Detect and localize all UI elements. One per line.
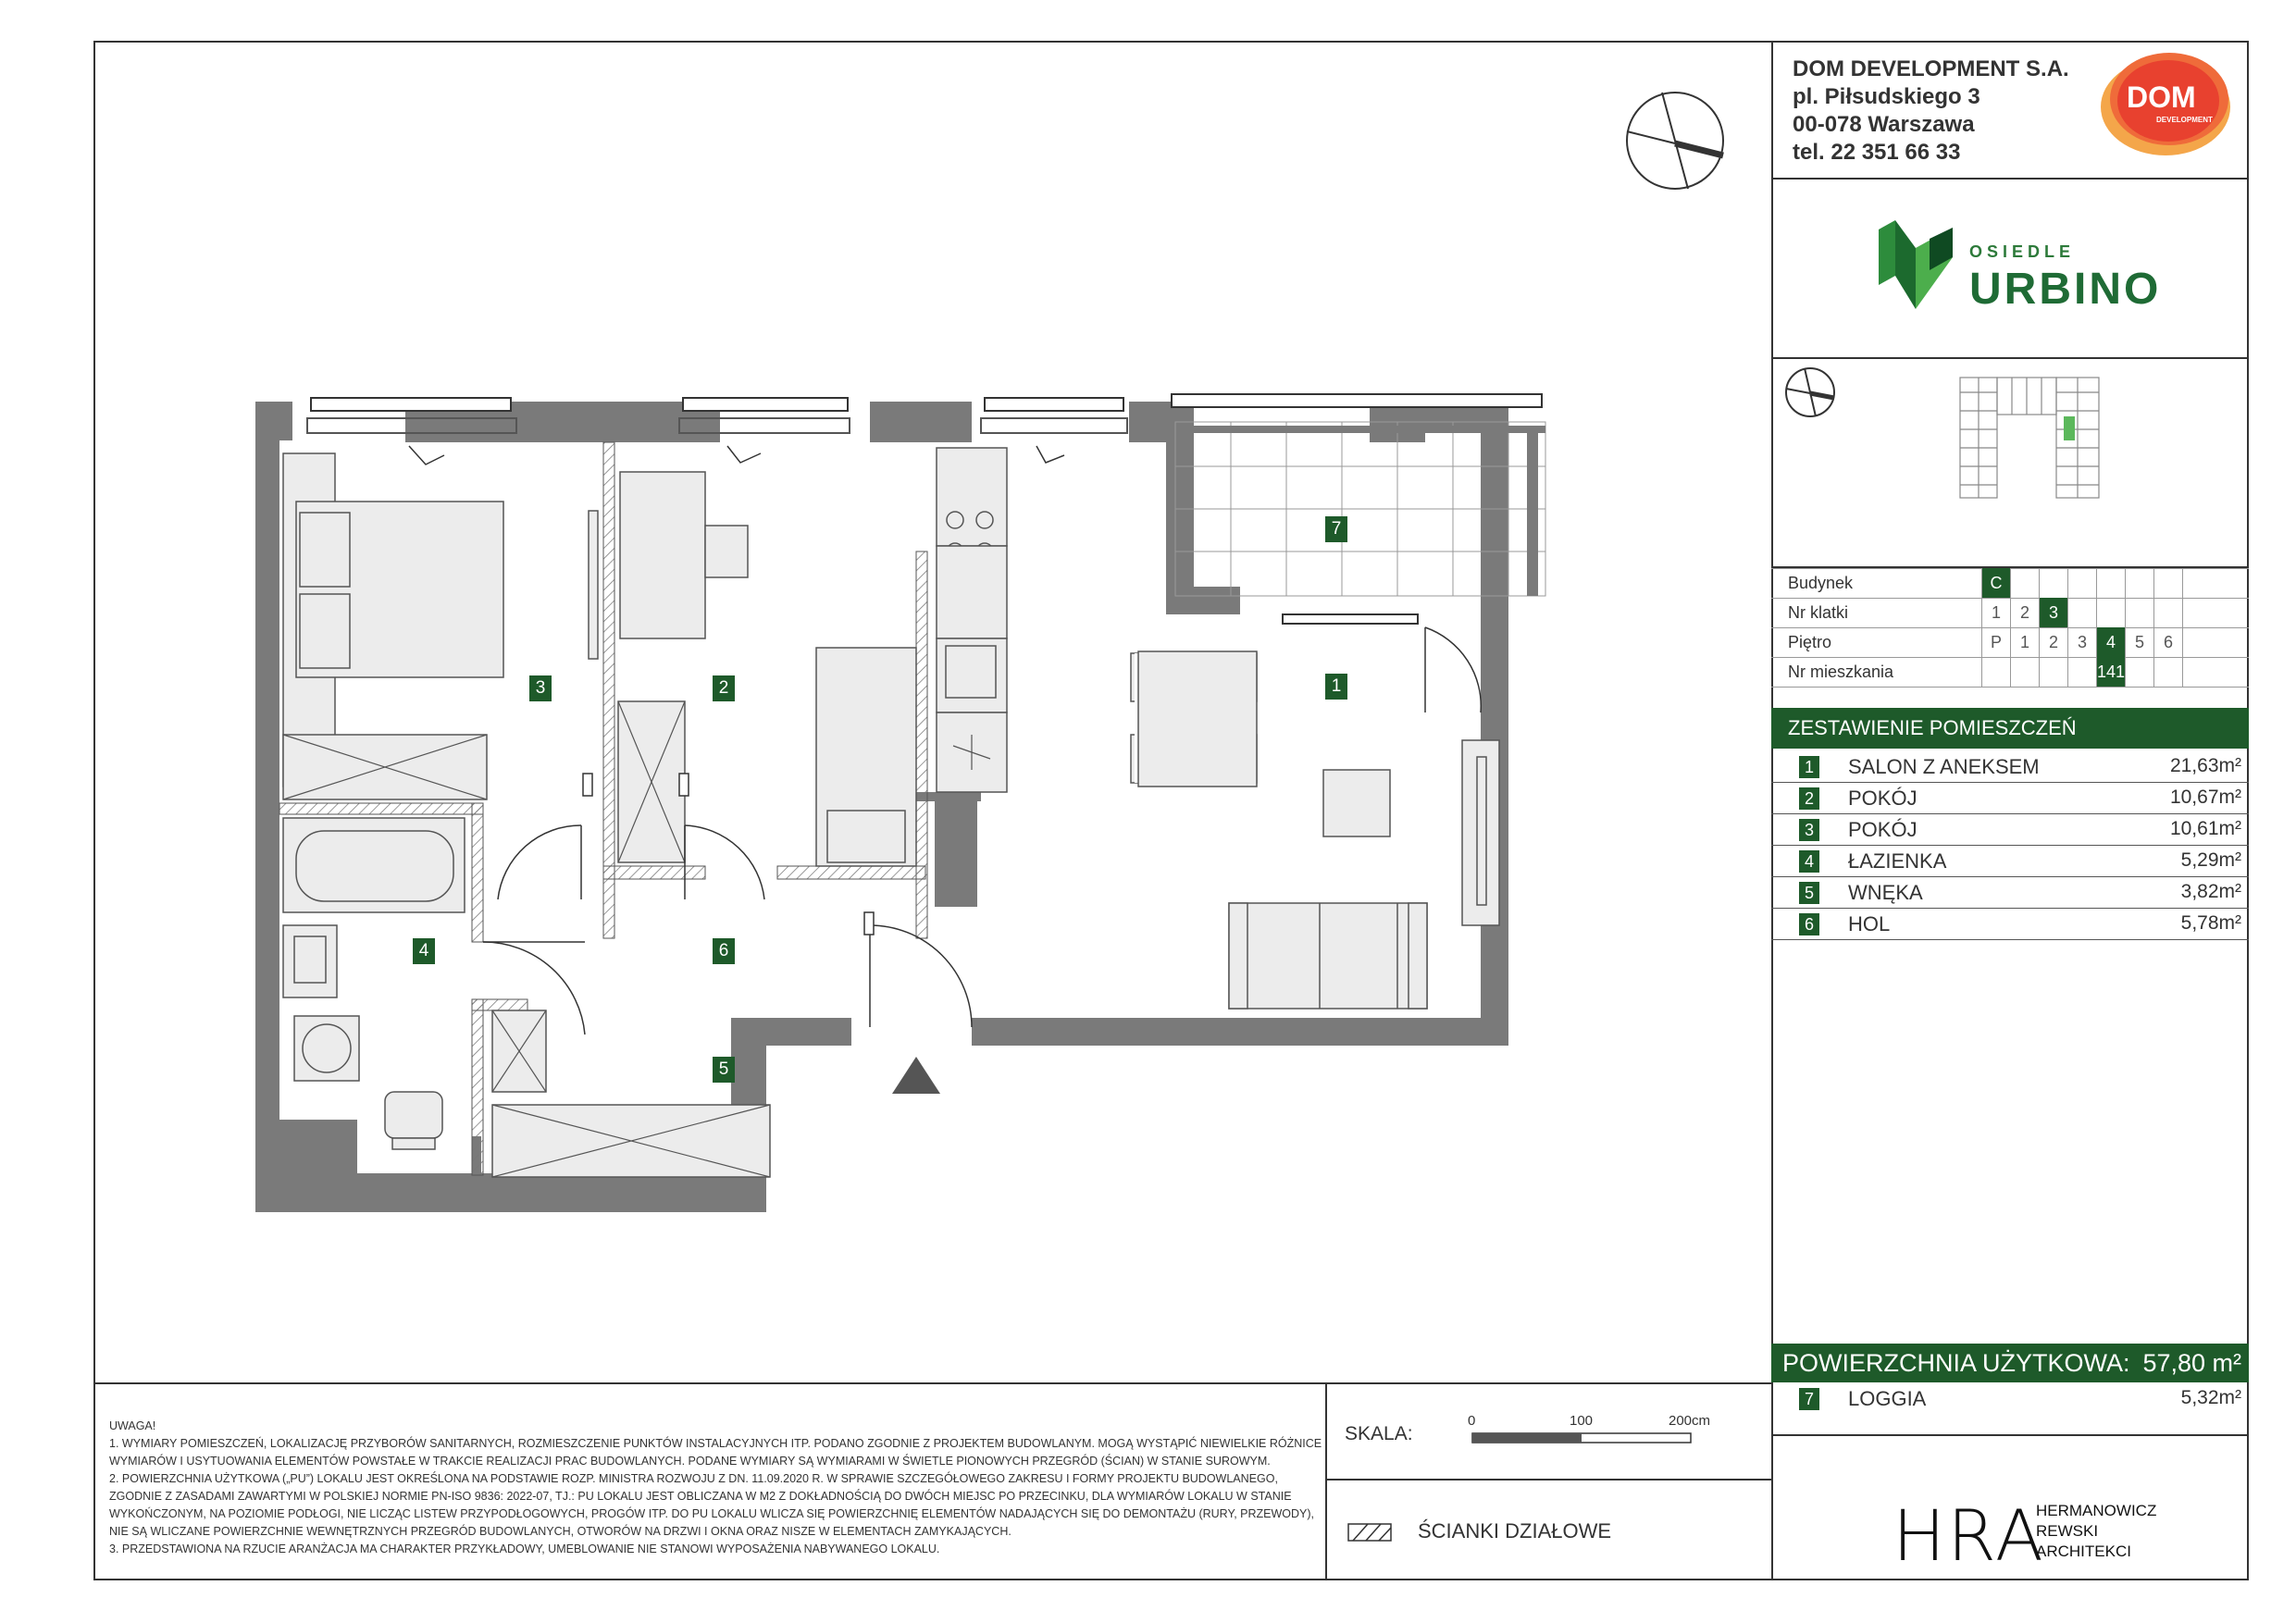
room-name: HOL xyxy=(1848,912,1891,935)
urbino-logo-icon xyxy=(1879,220,1953,309)
scale-tick-100: 100 xyxy=(1570,1413,1594,1429)
room-area: 10,67m² xyxy=(2169,787,2241,808)
grid-cell xyxy=(2067,657,2096,687)
scale-label: SKALA: xyxy=(1345,1423,1413,1444)
grid-cell: 1 xyxy=(2010,627,2039,657)
note-line: 2. POWIERZCHNIA UŻYTKOWA („PU”) LOKALU JEST OKREŚLONA NA PODSTAWIE ROZP. MINISTRA ROZWOJU Z DN. 11.09.2020 R. W SPRAWIE SZCZEGÓŁOWEGO ZAKRESU I FORMY PROJEKTU BUDOWLANEGO, xyxy=(109,1472,1278,1485)
note-line: UWAGA! xyxy=(109,1419,156,1432)
dom-logo-sub: DEVELOPMENT xyxy=(2156,116,2213,124)
scale-tick-200: 200cm xyxy=(1669,1413,1711,1429)
company-phone: tel. 22 351 66 33 xyxy=(1793,140,1961,165)
room-number: 5 xyxy=(1799,882,1819,904)
grid-cell xyxy=(2067,568,2096,598)
usable-area-bar xyxy=(1771,1344,2249,1382)
grid-cell xyxy=(2039,568,2067,598)
note-line: NIE SĄ WLICZANE POWIERZCHNIE WEWNĘTRZNYCH PRZEGRÓD BUDOWLANYCH, OTWORÓW NA DRZWI I OKNA ORAZ NISZE W ELEMENTACH ZAMYKAJĄCYCH. xyxy=(109,1525,1011,1538)
room-row xyxy=(1771,814,2249,846)
plan-room-label: 7 xyxy=(1325,516,1347,542)
notes-block xyxy=(109,1418,1322,1558)
room-name: SALON Z ANEKSEM xyxy=(1848,755,2040,778)
partition-wall-legend-label: ŚCIANKI DZIAŁOWE xyxy=(1418,1519,1612,1542)
notes-divider xyxy=(1325,1382,1327,1580)
company-address-2: 00-078 Warszawa xyxy=(1793,112,1975,137)
grid-row-budynek xyxy=(1771,568,2249,598)
grid-cell xyxy=(2010,657,2039,687)
building-keyplan xyxy=(1955,374,2103,503)
header-divider xyxy=(1771,178,2249,180)
loggia-divider xyxy=(1771,1434,2249,1436)
room-number: 7 xyxy=(1799,1388,1819,1410)
grid-label-pietro: Piętro xyxy=(1788,633,1832,651)
keyplan-compass-icon xyxy=(1784,366,1836,418)
company-name: DOM DEVELOPMENT S.A. xyxy=(1793,56,2069,81)
grid-cell xyxy=(2182,627,2211,657)
grid-cell: 1 xyxy=(1981,598,2010,627)
partition-wall-legend-icon xyxy=(1347,1523,1392,1542)
grid-cell xyxy=(2010,568,2039,598)
project-divider xyxy=(1771,357,2249,359)
note-line: ZGODNIE Z ZASADAMI ZAWARTYMI W POLSKIEJ NORMIE PN-ISO 9836: 2022-07, TJ.: PU LOKALU JEST OBLICZANA W M2 Z DOKŁADNOŚCIĄ DO DWÓCH MIEJSC PO PRZECINKU, DLA WYMIARÓW LOKALU W STANIE xyxy=(109,1490,1292,1503)
grid-label-klatka: Nr klatki xyxy=(1788,603,1849,622)
plan-room-label: 5 xyxy=(713,1057,735,1083)
compass-icon xyxy=(1625,91,1725,191)
plan-room-label: 2 xyxy=(713,675,735,701)
grid-row-mieszkanie xyxy=(1771,657,2249,687)
loggia-row xyxy=(1771,1383,2249,1415)
project-name-big: URBINO xyxy=(1969,265,2162,314)
architect-names xyxy=(2036,1501,2156,1562)
note-line: 1. WYMIARY POMIESZCZEŃ, LOKALIZACJĘ PRZYBORÓW SANITARNYCH, ROZMIESZCZENIE PUNKTÓW INSTALACYJNYCH ITP. PODANO ZGODNIE Z PROJEKTEM BUDOWLANYM. MOGĄ WYSTĄPIĆ NIEWIELKIE RÓŻNICE xyxy=(109,1437,1322,1450)
grid-cell xyxy=(2125,568,2153,598)
room-row xyxy=(1771,877,2249,909)
scale-tick-0: 0 xyxy=(1468,1413,1476,1429)
grid-cell: 3 xyxy=(2067,627,2096,657)
grid-cell xyxy=(2182,598,2211,627)
grid-cell: 141 xyxy=(2096,657,2125,687)
grid-cell xyxy=(2125,657,2153,687)
room-number: 4 xyxy=(1799,850,1819,873)
plan-room-label: 1 xyxy=(1325,674,1347,700)
grid-cell xyxy=(2153,598,2182,627)
project-name-small: OSIEDLE xyxy=(1969,242,2076,261)
grid-cell xyxy=(1981,657,2010,687)
grid-cell xyxy=(2096,598,2125,627)
room-name: POKÓJ xyxy=(1848,787,1917,810)
room-number: 6 xyxy=(1799,913,1819,935)
grid-cell: 2 xyxy=(2010,598,2039,627)
room-row xyxy=(1771,909,2249,940)
scale-divider xyxy=(1325,1479,1771,1481)
note-line: 3. PRZEDSTAWIONA NA RZUCIE ARANŻACJA MA CHARAKTER PRZYKŁADOWY, UMEBLOWANIE NIE STANOWI WYPOSAŻENIA NABYWANEGO LOKALU. xyxy=(109,1542,940,1555)
grid-cell xyxy=(2039,657,2067,687)
plan-room-label: 3 xyxy=(529,675,552,701)
grid-cell: C xyxy=(1981,568,2010,598)
room-area: 5,32m² xyxy=(2180,1387,2241,1408)
usable-area-value: 57,80 m² xyxy=(2142,1349,2241,1377)
dom-development-logo xyxy=(2101,51,2240,157)
room-area: 5,29m² xyxy=(2180,849,2241,871)
company-address-1: pl. Piłsudskiego 3 xyxy=(1793,84,1980,109)
room-area: 5,78m² xyxy=(2180,912,2241,934)
footer-divider xyxy=(93,1382,1771,1384)
grid-label-mieszkanie: Nr mieszkania xyxy=(1788,663,1894,681)
room-row xyxy=(1771,783,2249,814)
room-number: 3 xyxy=(1799,819,1819,841)
usable-area-label: POWIERZCHNIA UŻYTKOWA: xyxy=(1782,1349,2130,1377)
architect-line: HERMANOWICZ xyxy=(2036,1502,2157,1519)
architect-line: REWSKI xyxy=(2036,1522,2099,1540)
note-line: WYKOŃCZONYM, NA POZIOMIE PODŁOGI, NIE LICZĄC LISTEW PRZYPODŁOGOWYCH, PROGÓW ITP. DO PU LOKALU WLICZA SIĘ POWIERZCHNIĘ ELEMENTÓW NADAJĄCYCH SIĘ DO DEMONTAŻU (RURY, PRZEWODY), xyxy=(109,1507,1315,1520)
grid-cell xyxy=(2125,598,2153,627)
room-number: 1 xyxy=(1799,756,1819,778)
room-row xyxy=(1771,846,2249,877)
room-name: ŁAZIENKA xyxy=(1848,849,1947,873)
floor-plan xyxy=(250,389,1592,1212)
grid-row-klatka xyxy=(1771,598,2249,627)
room-area: 3,82m² xyxy=(2180,881,2241,902)
grid-label-budynek: Budynek xyxy=(1788,574,1854,592)
grid-cell xyxy=(2153,568,2182,598)
scale-bar xyxy=(1471,1432,1694,1445)
room-area: 21,63m² xyxy=(2169,755,2241,776)
architect-logo: HRA xyxy=(1893,1494,2045,1577)
grid-cell: 2 xyxy=(2039,627,2067,657)
grid-cell xyxy=(2067,598,2096,627)
note-line: WYMIARÓW I USYTUOWANIA ELEMENTÓW POWSTAŁE W TRAKCIE REALIZACJI PRAC BUDOWLANYCH. PODANE WYMIARY SĄ WYMIARAMI W ŚWIETLE PIONOWYCH PRZEGRÓD (ŚCIAN) W STANIE SUROWYM. xyxy=(109,1455,1271,1468)
company-info xyxy=(1793,56,2069,167)
grid-cell xyxy=(2182,568,2211,598)
grid-row-pietro xyxy=(1771,627,2249,657)
grid-cell xyxy=(2153,657,2182,687)
grid-cell xyxy=(2096,568,2125,598)
architect-line: ARCHITEKCI xyxy=(2036,1542,2131,1560)
grid-cell xyxy=(2182,657,2211,687)
plan-room-label: 6 xyxy=(713,938,735,964)
grid-cell: 5 xyxy=(2125,627,2153,657)
grid-cell: 3 xyxy=(2039,598,2067,627)
room-number: 2 xyxy=(1799,787,1819,810)
room-name: POKÓJ xyxy=(1848,818,1917,841)
room-area: 10,61m² xyxy=(2169,818,2241,839)
plan-room-label: 4 xyxy=(413,938,435,964)
grid-cell: P xyxy=(1981,627,2010,657)
rooms-table-header: ZESTAWIENIE POMIESZCZEŃ xyxy=(1771,708,2249,749)
room-row xyxy=(1771,751,2249,783)
room-name: LOGGIA xyxy=(1848,1387,1927,1410)
grid-cell: 6 xyxy=(2153,627,2182,657)
dom-logo-text: DOM xyxy=(2127,81,2196,114)
room-name: WNĘKA xyxy=(1848,881,1923,904)
grid-cell: 4 xyxy=(2096,627,2125,657)
